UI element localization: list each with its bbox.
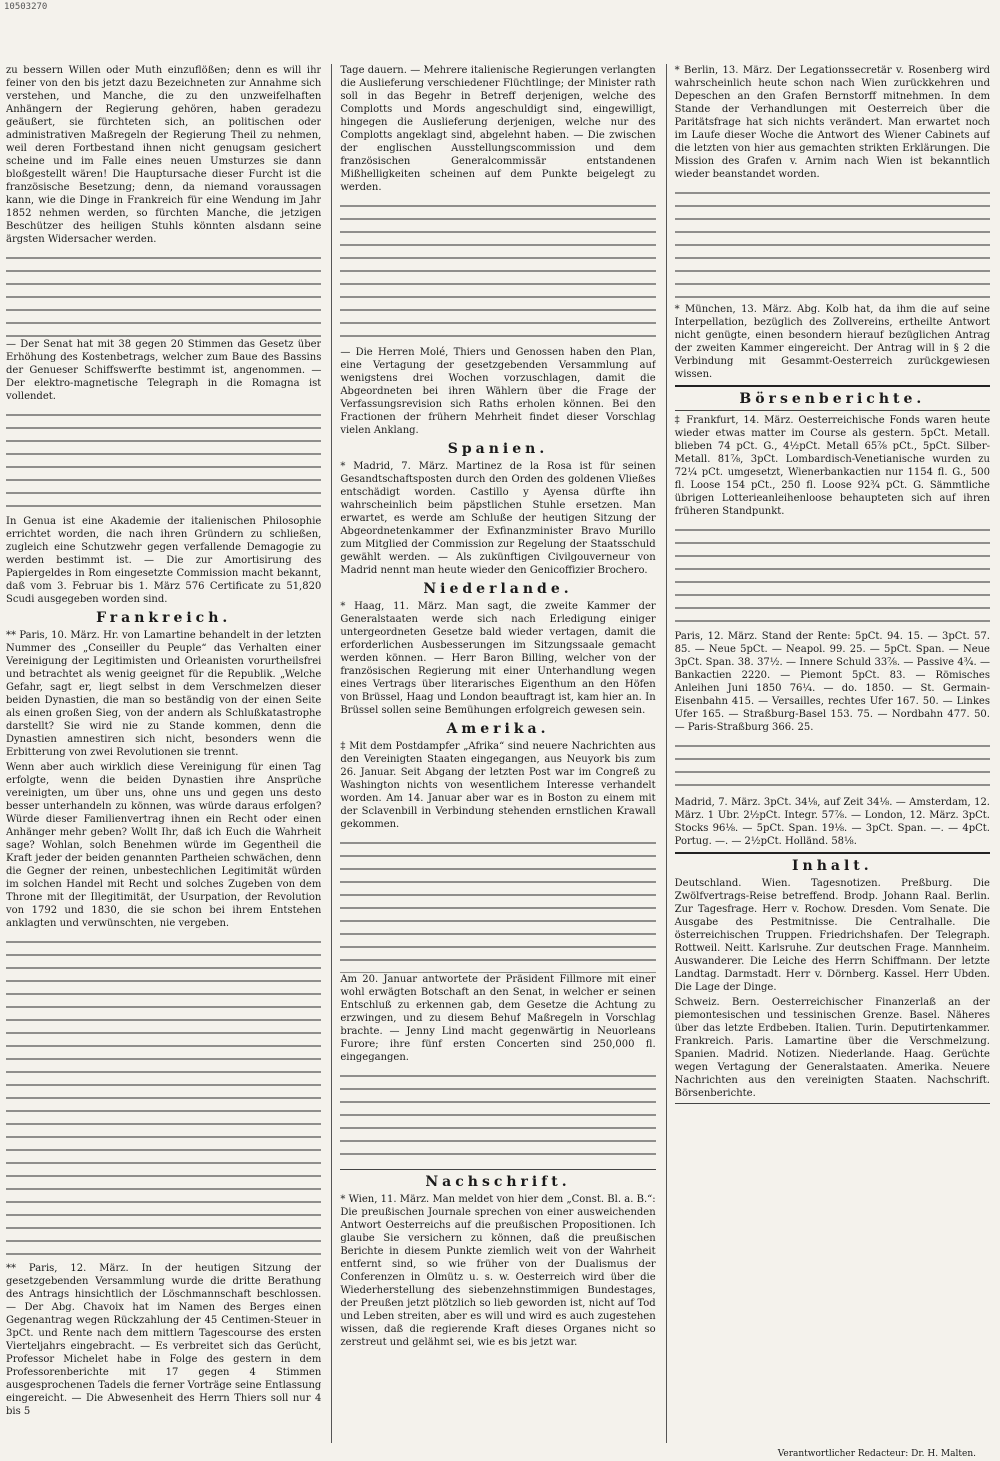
column-2 (331, 64, 655, 1443)
col1-paragraph-5: Wenn aber auch wirklich diese Vereinigung für einen Tag erfolgte, wenn die beiden Dynastien ihre Ansprüche vereinigten, um über uns, ohne uns und gegen uns desto besser unterhandeln zu können, was würde daraus erfolgen? Würde dieser Familienvertrag ihnen ein Recht oder einen Anhänger mehr geben? Wollt Ihr, daß ich Euch die Wahrheit sage? Wohlan, solch Benehmen würde im Gegentheil die Kraft jeder der beiden genannten Partheien schwächen, denn die Gegner der reinen, unbestechlichen Legitimität würden im solchen Handel mit Recht und solches Zugeben von dem Throne mit der Illegitimität, der Usurpation, der Revolution von 1792 und 1830, die sie schon bei ihrem Entstehen anklagten und verwünschten, nie vergeben. (6, 762, 322, 929)
col1-paragraph-6: ** Paris, 12. März. In der heutigen Sitzung der gesetzgebenden Versammlung wurde die dritte Berathung des Antrags hinsichtlich der Löschmannschaft beschlossen. — Der Abg. Chavoix hat im Namen des Berges einen Gegenantrag wegen Rückzahlung der 45 Centimen-Steuer in 3pCt. und Rente nach dem mittlern Tagescourse des ersten Vierteljahrs eingebracht. — Es verbreitet sich das Gerücht, Professor Michelet habe in Folge des gestern in dem Professorenberichte mit 17 gegen 4 Stimmen ausgesprochenen Tadels die ferner Vorträge seine Entlassung eingereicht. — Die Abwesenheit des Herrn Thiers soll nur 4 bis 5 (6, 1263, 322, 1417)
col2-divider (340, 1169, 655, 1170)
col2-text-lines-a (340, 196, 655, 346)
col1-text-lines-a (6, 248, 321, 338)
col2-paragraph-5: ‡ Mit dem Postdampfer „Afrika“ sind neuere Nachrichten aus den Vereinigten Staaten eingegangen, aus Neuyork bis zum 26. Januar. Seit Abgang der letzten Post war im Congreß zu Washington nichts von wesentlichem Interesse verhandelt worden. Am 14. Januar aber war es in Boston zu einem mit der Sclavenbill in Verbindung stehenden ernstlichen Krawall gekommen. (340, 741, 656, 830)
col1-text-lines-b (6, 405, 321, 515)
col2-paragraph-2: — Die Herren Molé, Thiers und Genossen haben den Plan, eine Vertagung der gesetzgebenden Versammlung auf wenigstens drei Wochen vorzuschlagen, damit die Abgeordneten bei ihren Wählern über die Frage der Verfassungsrevision sich Raths erholen können. Bei den Fractionen der frühern Mehrheit findet dieser Vorschlag vielen Anklang. (340, 347, 656, 436)
col2-text-lines-c (340, 1066, 655, 1166)
col3-divider-a (675, 385, 990, 387)
col2-paragraph-7: * Wien, 11. März. Man meldet von hier dem „Const. Bl. a. B.“: Die preußischen Journale sprechen von einer ausweichenden Antwort Oesterreichs auf die preußischen Propositionen. Ich glaube Sie versichern zu können, daß die preußischen Berichte in diesem Punkte ziemlich weit von der Wahrheit entfernt sind, so wie früher von der Dualismus der Conferenzen in Olmütz u. s. w. Oesterreich wird über die Wiederherstellung des siebenzehnstimmigen Bundestages, der Preußen jetzt plötzlich so lieb geworden ist, nicht auf Tod und Leben streiten, aber es will und wird es auch zugestehen wissen, daß die regierende Kraft dieses Organes nicht so zerstreut und gelähmt sei, wie es bis jetzt war. (340, 1194, 656, 1348)
col3-text-lines-c (675, 736, 990, 796)
col3-paragraph-3: ‡ Frankfurt, 14. März. Oesterreichische Fonds waren heute wieder etwas matter im Course als gestern. 5pCt. Metall. blieben 74 pCt. G., 4½pCt. Metall 65⅞ pCt., 5pCt. Silber-Metall. 81⅞, 3pCt. Lombardisch-Venetianische wurden zu 72¼ pCt. umgesetzt, Wienerbankactien nur 1154 fl. G., 500 fl. Loose 154 pCt., 250 fl. Loose 92¾ pCt. G. Sämmtliche übrigen Lotterieanleihenloose behaupteten sich auf ihren früheren Standpunkt. (674, 415, 990, 517)
col2-paragraph-6: Am 20. Januar antwortete der Präsident Fillmore mit einer wohl erwägten Botschaft an den Senat, in welcher er seinen Entschluß zu erkennen gab, dem Gesetze die Achtung zu erzwingen, und zu diesem Behuf Maßregeln in Vorschlag brachte. — Jenny Lind macht gegenwärtig in Neuorleans Furore; ihre fünf ersten Concerten sind 250,000 fl. eingegangen. (340, 974, 656, 1063)
col3-paragraph-1: * Berlin, 13. März. Der Legationssecretär v. Rosenberg wird wahrscheinlich heute schon nach Wien zurückkehren und Depeschen an den Grafen Bernstorff mitnehmen. In dem Stande der Verhandlungen mit Oesterreich über die Paritätsfrage hat sich nichts verändert. Man erwartet noch im Laufe dieser Woche die Antwort des Wiener Cabinets auf die letzten von hier aus gemachten strikten Erklärungen. Die Mission des Grafen v. Arnim nach Wien ist bekanntlich wieder beanstandet worden. (674, 65, 990, 180)
section-inhalt-heading: Inhalt. (792, 858, 873, 874)
col2-paragraph-3: * Madrid, 7. März. Martinez de la Rosa ist für seinen Gesandtschaftsposten durch den Orden des goldenen Vließes entschädigt worden. Castillo y Ayensa dürfte ihn wahrscheinlich beim päpstlichen Stuhle ersetzen. Man erwartet, es werde am Schluße der heutigen Sitzung der Abgeordnetenkammer der Exfinanzminister Bravo Murillo zum Mitglied der Commission zur Regelung der Staatsschuld gewählt werden. — Als zukünftigen Civilgouverneur von Madrid nennt man heute wieder den Genicoffizier Brochero. (340, 461, 656, 576)
col2-text-lines-b (340, 833, 655, 973)
col3-divider-d (675, 1103, 990, 1104)
section-amerika-heading: Amerika. (446, 721, 550, 737)
col3-text-lines-b (675, 520, 990, 630)
col1-paragraph-3: In Genua ist eine Akademie der italienischen Philosophie errichtet worden, die nach ihren Gründern zu schließen, zugleich eine Schutzwehr gegen verfallende Demagogie zu werden bestimmt ist. — Die zur Amortisirung des Papiergeldes in Rom eingesetzte Commission macht bekannt, daß vom 3. Februar bis 1. März 576 Certificate zu 51,820 Scudi ausgegeben worden sind. (6, 516, 322, 605)
col3-paragraph-7: Schweiz. Bern. Oesterreichischer Finanzerlaß an der piemontesischen und tessinischen Grenze. Basel. Näheres über das letzte Erdbeben. Italien. Turin. Deputirtenkammer. Frankreich. Paris. Lamartine über die Verschmelzung. Spanien. Madrid. Notizen. Niederlande. Haag. Gerüchte wegen Vertagung der Generalstaaten. Amerika. Neuere Nachrichten aus den vereinigten Staaten. Nachschrift. Börsenberichte. (674, 997, 990, 1099)
col3-divider-b (675, 410, 990, 411)
col3-divider-c (675, 852, 990, 854)
col3-text-lines-a (675, 183, 990, 303)
section-nachschrift-heading: Nachschrift. (425, 1174, 571, 1190)
responsible-editor: Verantwortlicher Redacteur: Dr. H. Malten. (777, 1449, 976, 1459)
col2-paragraph-1: Tage dauern. — Mehrere italienische Regierungen verlangten die Auslieferung verschiedener Flüchtlinge; der Minister rath soll in das Begehr in Betreff derjenigen, welche des Complotts und Mords angeschuldigt sind, eingewilligt, hingegen die Auslieferung derjenigen, welche nur des Complotts angeklagt sind, abgelehnt haben. — Die zwischen der englischen Ausstellungscommission und dem französischen Generalcommissär entstandenen Mißhelligkeiten scheinen auf dem Punkte beigelegt zu werden. (340, 65, 656, 193)
section-spanien-heading: Spanien. (447, 441, 549, 457)
col1-paragraph-4: ** Paris, 10. März. Hr. von Lamartine behandelt in der letzten Nummer des „Conseiller du Peuple“ das Verhalten einer Vereinigung der Legitimisten und Orleanisten vorurtheilsfrei und betrachtet als wenig geeignet für die Republik. „Welche Gefahr, sagt er, liegt selbst in dem Verschmelzen dieser beiden Dynastien, die man so beständig von der einen Seite als einen großen Sieg, von der andern als Schlußkatastrophe darstellt? Sie wird nie zu Stande kommen, denn die Dynastien amnestiren sich nicht, besonders wenn die Erbitterung von zwei Revolutionen sie trennt. (6, 630, 322, 758)
col2-paragraph-4: * Haag, 11. März. Man sagt, die zweite Kammer der Generalstaaten werde sich nach Erledigung einiger untergeordneten Gesetze bald wieder vertagen, damit die erforderlichen Ausbesserungen im Sitzungssaale gemacht werden können. — Herr Baron Billing, welcher von der französischen Regierung mit einer Unterhandlung wegen eines Vertrags über literarisches Eigenthum an den Höfen von Brüssel, Haag und London beauftragt ist, kam hier an. In Brüssel sollen seine Bemühungen erfolgreich gewesen sein. (340, 601, 656, 716)
column-3 (666, 64, 990, 1443)
col3-paragraph-2: * München, 13. März. Abg. Kolb hat, da ihm die auf seine Interpellation, bezüglich des Zollvereins, ertheilte Antwort nicht genügte, einen besondern hierauf bezüglichen Antrag der zweiten Kammer eingereicht. Der Antrag will in § 2 die Verbindung mit Gesammt-Oesterreich zurückgewiesen wissen. (674, 304, 990, 380)
column-1 (6, 64, 321, 1443)
section-boersenberichte-heading: Börsenberichte. (739, 391, 926, 407)
columns (6, 64, 990, 1443)
col1-paragraph-2: — Der Senat hat mit 38 gegen 20 Stimmen das Gesetz über Erhöhung des Kostenbetrags, welcher zum Baue des Bassins der Genueser Schiffswerfte bestimmt ist, angenommen. — Der elektro-magnetische Telegraph in die Romagna ist vollendet. (6, 339, 322, 402)
col3-paragraph-4: Paris, 12. März. Stand der Rente: 5pCt. 94. 15. — 3pCt. 57. 85. — Neue 5pCt. — Neapol. 99. 25. — 5pCt. Span. — Neue 3pCt. Span. 38. 37½. — Innere Schuld 33⅞. — Passive 4¾. — Bankactien 2220. — Piemont 5pCt. 83. — Römisches Anleihen Juni 1850 76¼. — do. 1850. — St. Germain-Eisenbahn 415. — Versailles, rechtes Ufer 167. 50. — Linkes Ufer 165. — Straßburg-Basel 153. 75. — Nordbahn 477. 50. — Paris-Straßburg 366. 25. (674, 631, 990, 733)
archive-id: 10503270 (4, 2, 48, 12)
section-niederlande-heading: Niederlande. (423, 581, 573, 597)
col1-paragraph-1: zu bessern Willen oder Muth einzuflößen; denn es will ihr feiner von den bis jetzt dazu Bezeichneten zur Annahme sich verstehen, und Manche, die zu den unzweifelhaften Anhängern der Regierung gehören, haben geradezu geäußert, sie fürchteten sich, an politischen oder administrativen Maßregeln der Regierung Theil zu nehmen, weil deren Fortbestand ihnen nicht genugsam gesichert scheine und im Falle eines neuen Umsturzes sie dann bloßgestellt wären! Die Hauptursache dieser Furcht ist die französische Besetzung; denn, da niemand voraussagen kann, wie die Dinge in Frankreich für eine Wendung im Jahr 1852 nehmen werden, so fürchten Manche, die jetzigen Beschützer des heiligen Stuhls könnten alsdann seine ärgsten Widersacher werden. (6, 65, 322, 245)
section-frankreich-heading: Frankreich. (96, 610, 232, 626)
col3-paragraph-5: Madrid, 7. März. 3pCt. 34⅛, auf Zeit 34⅛. — Amsterdam, 12. März. 1 Ubr. 2½pCt. Integr. 57⅞. — London, 12. März. 3pCt. Stocks 96⅛. — 5pCt. Span. 19⅛. — 3pCt. Span. —. — 4pCt. Portug. —. — 2½pCt. Holländ. 58⅛. (674, 797, 990, 847)
col1-text-lines-c (6, 932, 321, 1262)
col3-paragraph-6: Deutschland. Wien. Tagesnotizen. Preßburg. Die Zwölfvertrags-Reise betreffend. Brodp. Johann Raal. Berlin. Zur Tagesfrage. Herr v. Rochow. Dresden. Vom Senate. Die Ausgabe des Pestmitnisse. Die Centralhalle. Die österreichischen Truppen. Friedrichshafen. Der Telegraph. Rottweil. Neitt. Karlsruhe. Zur deutschen Frage. Mannheim. Auswanderer. Die Leiche des Herrn Schiffmann. Der letzte Landtag. Darmstadt. Herr v. Dörnberg. Kassel. Herr Ubden. Die Lage der Dinge. (674, 878, 990, 993)
